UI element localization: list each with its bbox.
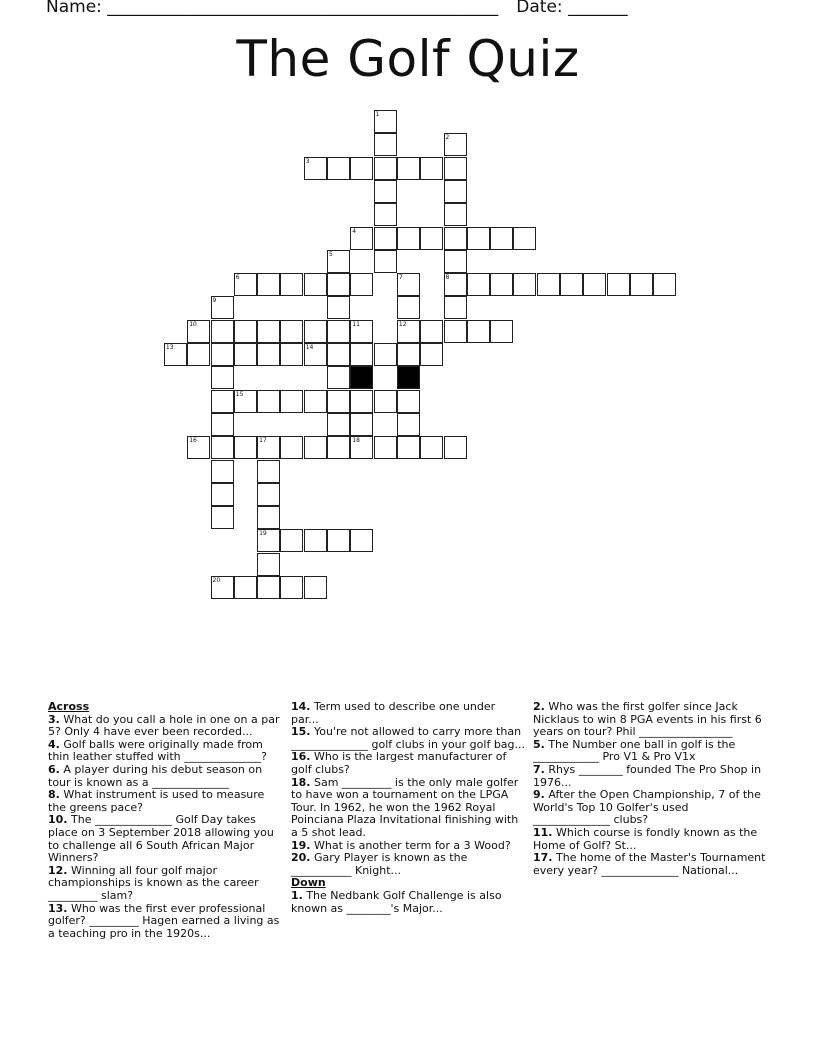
crossword-cell[interactable]: [304, 157, 327, 180]
crossword-cell[interactable]: [374, 180, 397, 203]
crossword-cell[interactable]: [374, 157, 397, 180]
clue-item: [291, 890, 525, 915]
crossword-cell[interactable]: [187, 320, 210, 343]
clue-item: [533, 764, 767, 789]
clue-number: 16: [189, 437, 197, 445]
crossword-cell[interactable]: [257, 576, 280, 599]
clue-number: 12: [398, 320, 407, 328]
crossword-cell[interactable]: [490, 273, 513, 296]
clue-text: Who was the first golfer since Jack Nicklaus to win 8 PGA events in his first 6 years on tour? Phil _________________: [533, 700, 762, 739]
crossword-cell[interactable]: [397, 157, 420, 180]
crossword-cell[interactable]: [444, 320, 467, 343]
clue-number-label: 13.: [48, 901, 68, 915]
crossword-cell[interactable]: [467, 320, 490, 343]
clue-number-label: 20.: [291, 851, 311, 865]
crossword-cell[interactable]: [234, 273, 257, 296]
page-title: The Golf Quiz: [236, 30, 580, 88]
crossword-cell[interactable]: [374, 203, 397, 226]
crossword-cell[interactable]: [490, 227, 513, 250]
clue-number-label: 2.: [533, 700, 545, 713]
clue-text: Who is the largest manufacturer of golf clubs?: [291, 750, 507, 776]
crossword-cell[interactable]: [211, 506, 234, 529]
crossword-cell[interactable]: [280, 436, 303, 459]
crossword-cell[interactable]: [257, 553, 280, 576]
clue-item: [533, 789, 767, 827]
crossword-cell[interactable]: [280, 343, 303, 366]
clue-number: 19: [259, 530, 267, 538]
clue-number-label: 19.: [291, 838, 311, 852]
crossword-cell[interactable]: [560, 273, 583, 296]
clue-number: 8: [445, 274, 450, 282]
clue-text: The ______________ Golf Day takes place on 3 September 2018 allowing you to challenge all 6 South African Major Winners?: [48, 813, 274, 865]
clue-item: [533, 701, 767, 739]
clue-number: 7: [398, 274, 403, 282]
header: [46, 0, 646, 17]
crossword-cell[interactable]: [211, 460, 234, 483]
crossword-cell[interactable]: [257, 273, 280, 296]
crossword-cell[interactable]: [211, 436, 234, 459]
crossword-cell[interactable]: [374, 343, 397, 366]
crossword-cell[interactable]: [327, 296, 350, 319]
crossword-cell[interactable]: [211, 296, 234, 319]
crossword-cell[interactable]: [257, 390, 280, 413]
crossword-cell[interactable]: [420, 320, 443, 343]
crossword-cell[interactable]: [350, 413, 373, 436]
crossword-cell[interactable]: [327, 366, 350, 389]
clue-number-label: 14.: [291, 700, 311, 713]
name-label: Name:: [46, 0, 102, 17]
crossword-cell[interactable]: [257, 506, 280, 529]
clue-item: [48, 789, 282, 814]
crossword-cell[interactable]: [211, 390, 234, 413]
crossword-cell[interactable]: [420, 436, 443, 459]
date-line: _______: [568, 0, 628, 17]
crossword-cell[interactable]: [304, 320, 327, 343]
crossword-cell[interactable]: [350, 343, 373, 366]
crossword-cell[interactable]: [304, 529, 327, 552]
crossword-cell[interactable]: [444, 436, 467, 459]
down-heading: Down: [291, 876, 326, 890]
crossword-cell[interactable]: [187, 343, 210, 366]
clue-number: 6: [235, 274, 240, 282]
clue-number: 18: [352, 437, 360, 445]
crossword-cell[interactable]: [211, 413, 234, 436]
clue-number: 20: [212, 577, 221, 584]
across-heading: Across: [48, 700, 90, 713]
crossword-cell[interactable]: [397, 343, 420, 366]
clue-item: [533, 739, 767, 764]
clue-number-label: 16.: [291, 750, 311, 764]
crossword-cell[interactable]: [444, 273, 467, 296]
clue-text: After the Open Championship, 7 of the World's Top 10 Golfer's used ______________ clubs?: [533, 788, 761, 827]
clue-text: What do you call a hole in one on a par 5? Only 4 have ever been recorded...: [48, 712, 280, 739]
clue-column-2: [291, 701, 525, 915]
clue-number-label: 17.: [533, 851, 553, 865]
clue-text: What is another term for a 3 Wood?: [310, 838, 511, 852]
crossword-cell[interactable]: [374, 110, 397, 133]
name-field[interactable]: [46, 0, 498, 17]
clue-text: The Nedbank Golf Challenge is also known as ________'s Major...: [291, 888, 502, 915]
clue-number: 3: [305, 157, 310, 165]
clue-number: 11: [352, 320, 360, 328]
crossword-cell[interactable]: [211, 320, 234, 343]
clue-number: 15: [235, 390, 244, 398]
clue-number-label: 18.: [291, 775, 311, 789]
crossword-cell[interactable]: [513, 227, 536, 250]
crossword-cell[interactable]: [257, 320, 280, 343]
crossword-cell[interactable]: [304, 273, 327, 296]
clue-number-label: 10.: [48, 813, 68, 827]
crossword-cell[interactable]: [257, 436, 280, 459]
clue-number: 2: [445, 134, 450, 142]
crossword-cell[interactable]: [164, 343, 187, 366]
clue-item: [48, 865, 282, 903]
crossword-cell[interactable]: [653, 273, 676, 296]
crossword-cell[interactable]: [327, 250, 350, 273]
clue-number-label: 11.: [533, 825, 553, 839]
clue-column-3: [533, 701, 767, 877]
crossword-cell[interactable]: [350, 273, 373, 296]
clue-item: [533, 852, 767, 877]
clue-text: The Number one ball in golf is the ____________ Pro V1 & Pro V1x: [533, 737, 736, 764]
clue-number-label: 4.: [48, 737, 60, 751]
crossword-cell[interactable]: [444, 203, 467, 226]
crossword-cell[interactable]: [420, 227, 443, 250]
clue-item: [533, 827, 767, 852]
clue-number: 4: [352, 227, 357, 235]
clue-column-1: [48, 701, 282, 940]
crossword-cell[interactable]: [304, 343, 327, 366]
clue-item: [48, 764, 282, 789]
date-field[interactable]: [516, 0, 627, 17]
clue-text: The home of the Master's Tournament every year? ______________ National...: [533, 851, 766, 877]
clue-number: 14: [305, 344, 314, 351]
crossword-cell[interactable]: [327, 413, 350, 436]
clue-number-label: 1.: [291, 888, 303, 902]
clue-number: 1: [375, 111, 380, 118]
crossword-cell[interactable]: [234, 436, 257, 459]
clue-text: What instrument is used to measure the greens pace?: [48, 788, 265, 814]
crossword-cell[interactable]: [211, 343, 234, 366]
crossword-cell[interactable]: [513, 273, 536, 296]
clue-item: [291, 726, 525, 751]
clue-number: 10: [189, 320, 197, 328]
crossword-cell[interactable]: [211, 576, 234, 599]
clue-item: [48, 714, 282, 739]
crossword-cell[interactable]: [490, 320, 513, 343]
crossword-cell[interactable]: [397, 413, 420, 436]
clue-text: Which course is fondly known as the Home of Golf? St...: [533, 825, 758, 852]
crossword-cell[interactable]: [234, 576, 257, 599]
crossword-cell[interactable]: [280, 576, 303, 599]
crossword-cell[interactable]: [327, 273, 350, 296]
crossword-cell[interactable]: [607, 273, 630, 296]
crossword-cell[interactable]: [187, 436, 210, 459]
crossword-cell[interactable]: [350, 320, 373, 343]
crossword-cell[interactable]: [234, 320, 257, 343]
crossword-cell[interactable]: [444, 133, 467, 156]
clue-number-label: 12.: [48, 863, 68, 877]
crossword-cell[interactable]: [304, 390, 327, 413]
clue-item: [48, 903, 282, 941]
crossword-cell[interactable]: [280, 273, 303, 296]
crossword-cell[interactable]: [211, 483, 234, 506]
name-line: ______________________________________________: [107, 0, 499, 17]
crossword-cell[interactable]: [350, 436, 373, 459]
clue-number-label: 8.: [48, 788, 60, 802]
clue-text: Rhys ________ founded The Pro Shop in 1976...: [533, 762, 762, 789]
crossword-cell[interactable]: [327, 529, 350, 552]
clue-text: A player during his debut season on tour is known as a ______________: [48, 762, 263, 789]
crossword-cell[interactable]: [257, 460, 280, 483]
blocked-cell: [350, 366, 373, 389]
crossword-cell[interactable]: [374, 250, 397, 273]
crossword-cell[interactable]: [350, 227, 373, 250]
crossword-cell[interactable]: [327, 390, 350, 413]
crossword-cell[interactable]: [537, 273, 560, 296]
crossword-cell[interactable]: [630, 273, 653, 296]
crossword-cell[interactable]: [397, 390, 420, 413]
crossword-cell[interactable]: [397, 436, 420, 459]
clue-text: You're not allowed to carry more than ______________ golf clubs in your golf bag...: [291, 725, 526, 751]
clue-text: Who was the first ever professional golfer? _________ Hagen earned a living as a teaching pro in the 1920s...: [48, 901, 280, 940]
clue-number-label: 3.: [48, 712, 60, 726]
clue-item: [291, 751, 525, 776]
crossword-cell[interactable]: [397, 273, 420, 296]
clue-number: 13: [165, 344, 174, 351]
crossword-cell[interactable]: [304, 436, 327, 459]
clue-number: 17: [259, 437, 267, 445]
crossword-cell[interactable]: [397, 296, 420, 319]
clue-number-label: 9.: [533, 788, 545, 802]
crossword-cell[interactable]: [211, 366, 234, 389]
clue-text: Sam _________ is the only male golfer to have won a tournament on the LPGA Tour. In 1962, he won the 1962 Royal Poinciana Plaza Invitational finishing with a 5 shot lead.: [291, 775, 519, 839]
crossword-cell[interactable]: [234, 343, 257, 366]
crossword-cell[interactable]: [350, 390, 373, 413]
crossword-cell[interactable]: [374, 133, 397, 156]
clue-item: [48, 739, 282, 764]
crossword-cell[interactable]: [350, 157, 373, 180]
crossword-cell[interactable]: [280, 529, 303, 552]
crossword-cell[interactable]: [257, 343, 280, 366]
crossword-cell[interactable]: [467, 273, 490, 296]
crossword-cell[interactable]: [280, 320, 303, 343]
crossword-cell[interactable]: [327, 320, 350, 343]
crossword-cell[interactable]: [327, 436, 350, 459]
crossword-cell[interactable]: [444, 180, 467, 203]
crossword-cell[interactable]: [467, 227, 490, 250]
crossword-cell[interactable]: [327, 157, 350, 180]
crossword-cell[interactable]: [444, 157, 467, 180]
crossword-cell[interactable]: [444, 296, 467, 319]
clue-text: Gary Player is known as the ___________ Knight...: [291, 851, 468, 877]
clue-text: Winning all four golf major championships is known as the career _________ slam?: [48, 863, 259, 902]
clue-number: 9: [212, 297, 217, 305]
clue-number-label: 15.: [291, 725, 311, 739]
clue-number-label: 7.: [533, 762, 545, 776]
clue-number-label: 5.: [533, 737, 545, 751]
crossword-cell[interactable]: [257, 529, 280, 552]
clue-item: [291, 777, 525, 840]
crossword-cell[interactable]: [444, 227, 467, 250]
clue-number-label: 6.: [48, 762, 60, 776]
clue-text: Term used to describe one under par...: [291, 700, 496, 726]
date-label: Date:: [516, 0, 563, 17]
crossword-cell[interactable]: [374, 436, 397, 459]
crossword-cell[interactable]: [420, 343, 443, 366]
crossword-cell[interactable]: [304, 576, 327, 599]
crossword-cell[interactable]: [234, 390, 257, 413]
crossword-cell[interactable]: [374, 390, 397, 413]
clue-item: [291, 701, 525, 726]
blocked-cell: [397, 366, 420, 389]
clue-text: Golf balls were originally made from thin leather stuffed with ______________?: [48, 737, 267, 764]
crossword-cell[interactable]: [327, 343, 350, 366]
crossword-cell[interactable]: [280, 390, 303, 413]
crossword-cell[interactable]: [420, 157, 443, 180]
clue-number: 5: [329, 250, 333, 258]
crossword-cell[interactable]: [350, 529, 373, 552]
crossword-cell[interactable]: [583, 273, 606, 296]
crossword-cell[interactable]: [397, 320, 420, 343]
crossword-cell[interactable]: [257, 483, 280, 506]
clue-item: [48, 814, 282, 864]
crossword-cell[interactable]: [374, 227, 397, 250]
crossword-cell[interactable]: [397, 227, 420, 250]
crossword-cell[interactable]: [444, 250, 467, 273]
clue-item: [291, 852, 525, 877]
